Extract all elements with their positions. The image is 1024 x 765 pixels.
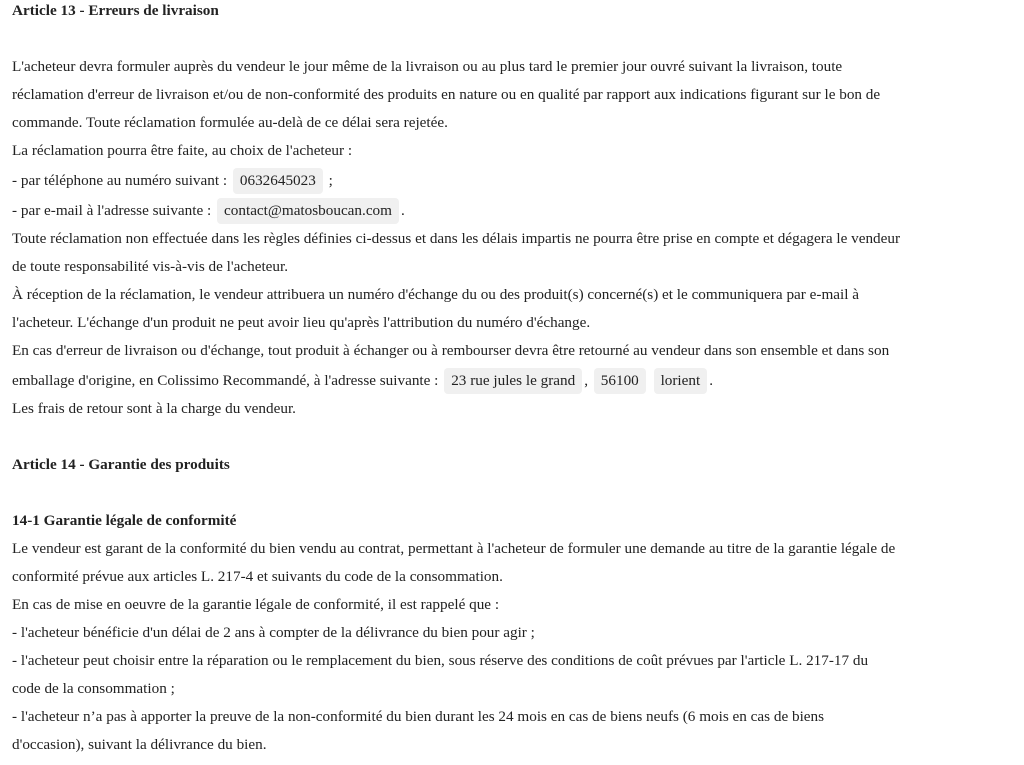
address-separator: , <box>584 372 588 389</box>
phone-number: 0632645023 <box>233 168 323 194</box>
article-14-title: Article 14 - Garantie des produits <box>12 456 230 473</box>
paragraph-line: La réclamation pourra être faite, au choix de l'acheteur : <box>12 142 353 159</box>
phone-suffix: ; <box>328 172 333 189</box>
address-prefix: emballage d'origine, en Colissimo Recommandé, à l'adresse suivante : <box>12 372 439 389</box>
address-zip: 56100 <box>594 368 646 394</box>
article-13-title: Article 13 - Erreurs de livraison <box>12 2 219 19</box>
paragraph-line: En cas de mise en oeuvre de la garantie légale de conformité, il est rappelé que : <box>12 596 500 613</box>
email-suffix: . <box>400 202 405 219</box>
paragraph-line: de toute responsabilité vis-à-vis de l'acheteur. <box>12 258 289 275</box>
paragraph-line: Le vendeur est garant de la conformité du bien vendu au contrat, permettant à l'acheteur de formuler une demande au titre de la garantie légale de <box>12 540 896 557</box>
address-suffix: . <box>709 372 714 389</box>
article-14-subtitle: 14-1 Garantie légale de conformité <box>12 512 237 529</box>
paragraph-line: commande. Toute réclamation formulée au-delà de ce délai sera rejetée. <box>12 114 448 131</box>
paragraph-line: l'acheteur. L'échange d'un produit ne peut avoir lieu qu'après l'attribution du numéro d'échange. <box>12 314 591 331</box>
list-item: - l'acheteur n’a pas à apporter la preuve de la non-conformité du bien durant les 24 mois en cas de biens neufs (6 mois en cas de biens <box>12 708 825 725</box>
email-address: contact@matosboucan.com <box>217 198 399 224</box>
list-item: - l'acheteur peut choisir entre la réparation ou le remplacement du bien, sous réserve des conditions de coût prévues par l'article L. 217-17 du <box>12 652 869 669</box>
paragraph-line: L'acheteur devra formuler auprès du vendeur le jour même de la livraison ou au plus tard le premier jour ouvré suivant la livraison, toute <box>12 58 843 75</box>
address-street: 23 rue jules le grand <box>444 368 582 394</box>
address-line <box>12 367 713 395</box>
phone-line <box>12 167 333 195</box>
paragraph-line: conformité prévue aux articles L. 217-4 et suivants du code de la consommation. <box>12 568 503 585</box>
paragraph-line: Toute réclamation non effectuée dans les règles définies ci-dessus et dans les délais impartis ne pourra être prise en compte et dégagera le vendeur <box>12 230 901 247</box>
email-prefix: - par e-mail à l'adresse suivante : <box>12 202 212 219</box>
email-line <box>12 197 405 225</box>
phone-prefix: - par téléphone au numéro suivant : <box>12 172 228 189</box>
paragraph-line: réclamation d'erreur de livraison et/ou de non-conformité des produits en nature ou en qualité par rapport aux indications figurant sur le bon de <box>12 86 881 103</box>
address-city: lorient <box>654 368 708 394</box>
list-item-continuation: code de la consommation ; <box>12 680 175 697</box>
list-item-continuation: d'occasion), suivant la délivrance du bien. <box>12 736 267 753</box>
paragraph-line: Les frais de retour sont à la charge du vendeur. <box>12 400 296 417</box>
list-item: - l'acheteur bénéficie d'un délai de 2 ans à compter de la délivrance du bien pour agir ; <box>12 624 535 641</box>
paragraph-line: À réception de la réclamation, le vendeur attribuera un numéro d'échange du ou des produit(s) concerné(s) et le communiquera par e-mail à <box>12 286 859 303</box>
paragraph-line: En cas d'erreur de livraison ou d'échange, tout produit à échanger ou à rembourser devra être retourné au vendeur dans son ensemble et dans son <box>12 342 890 359</box>
